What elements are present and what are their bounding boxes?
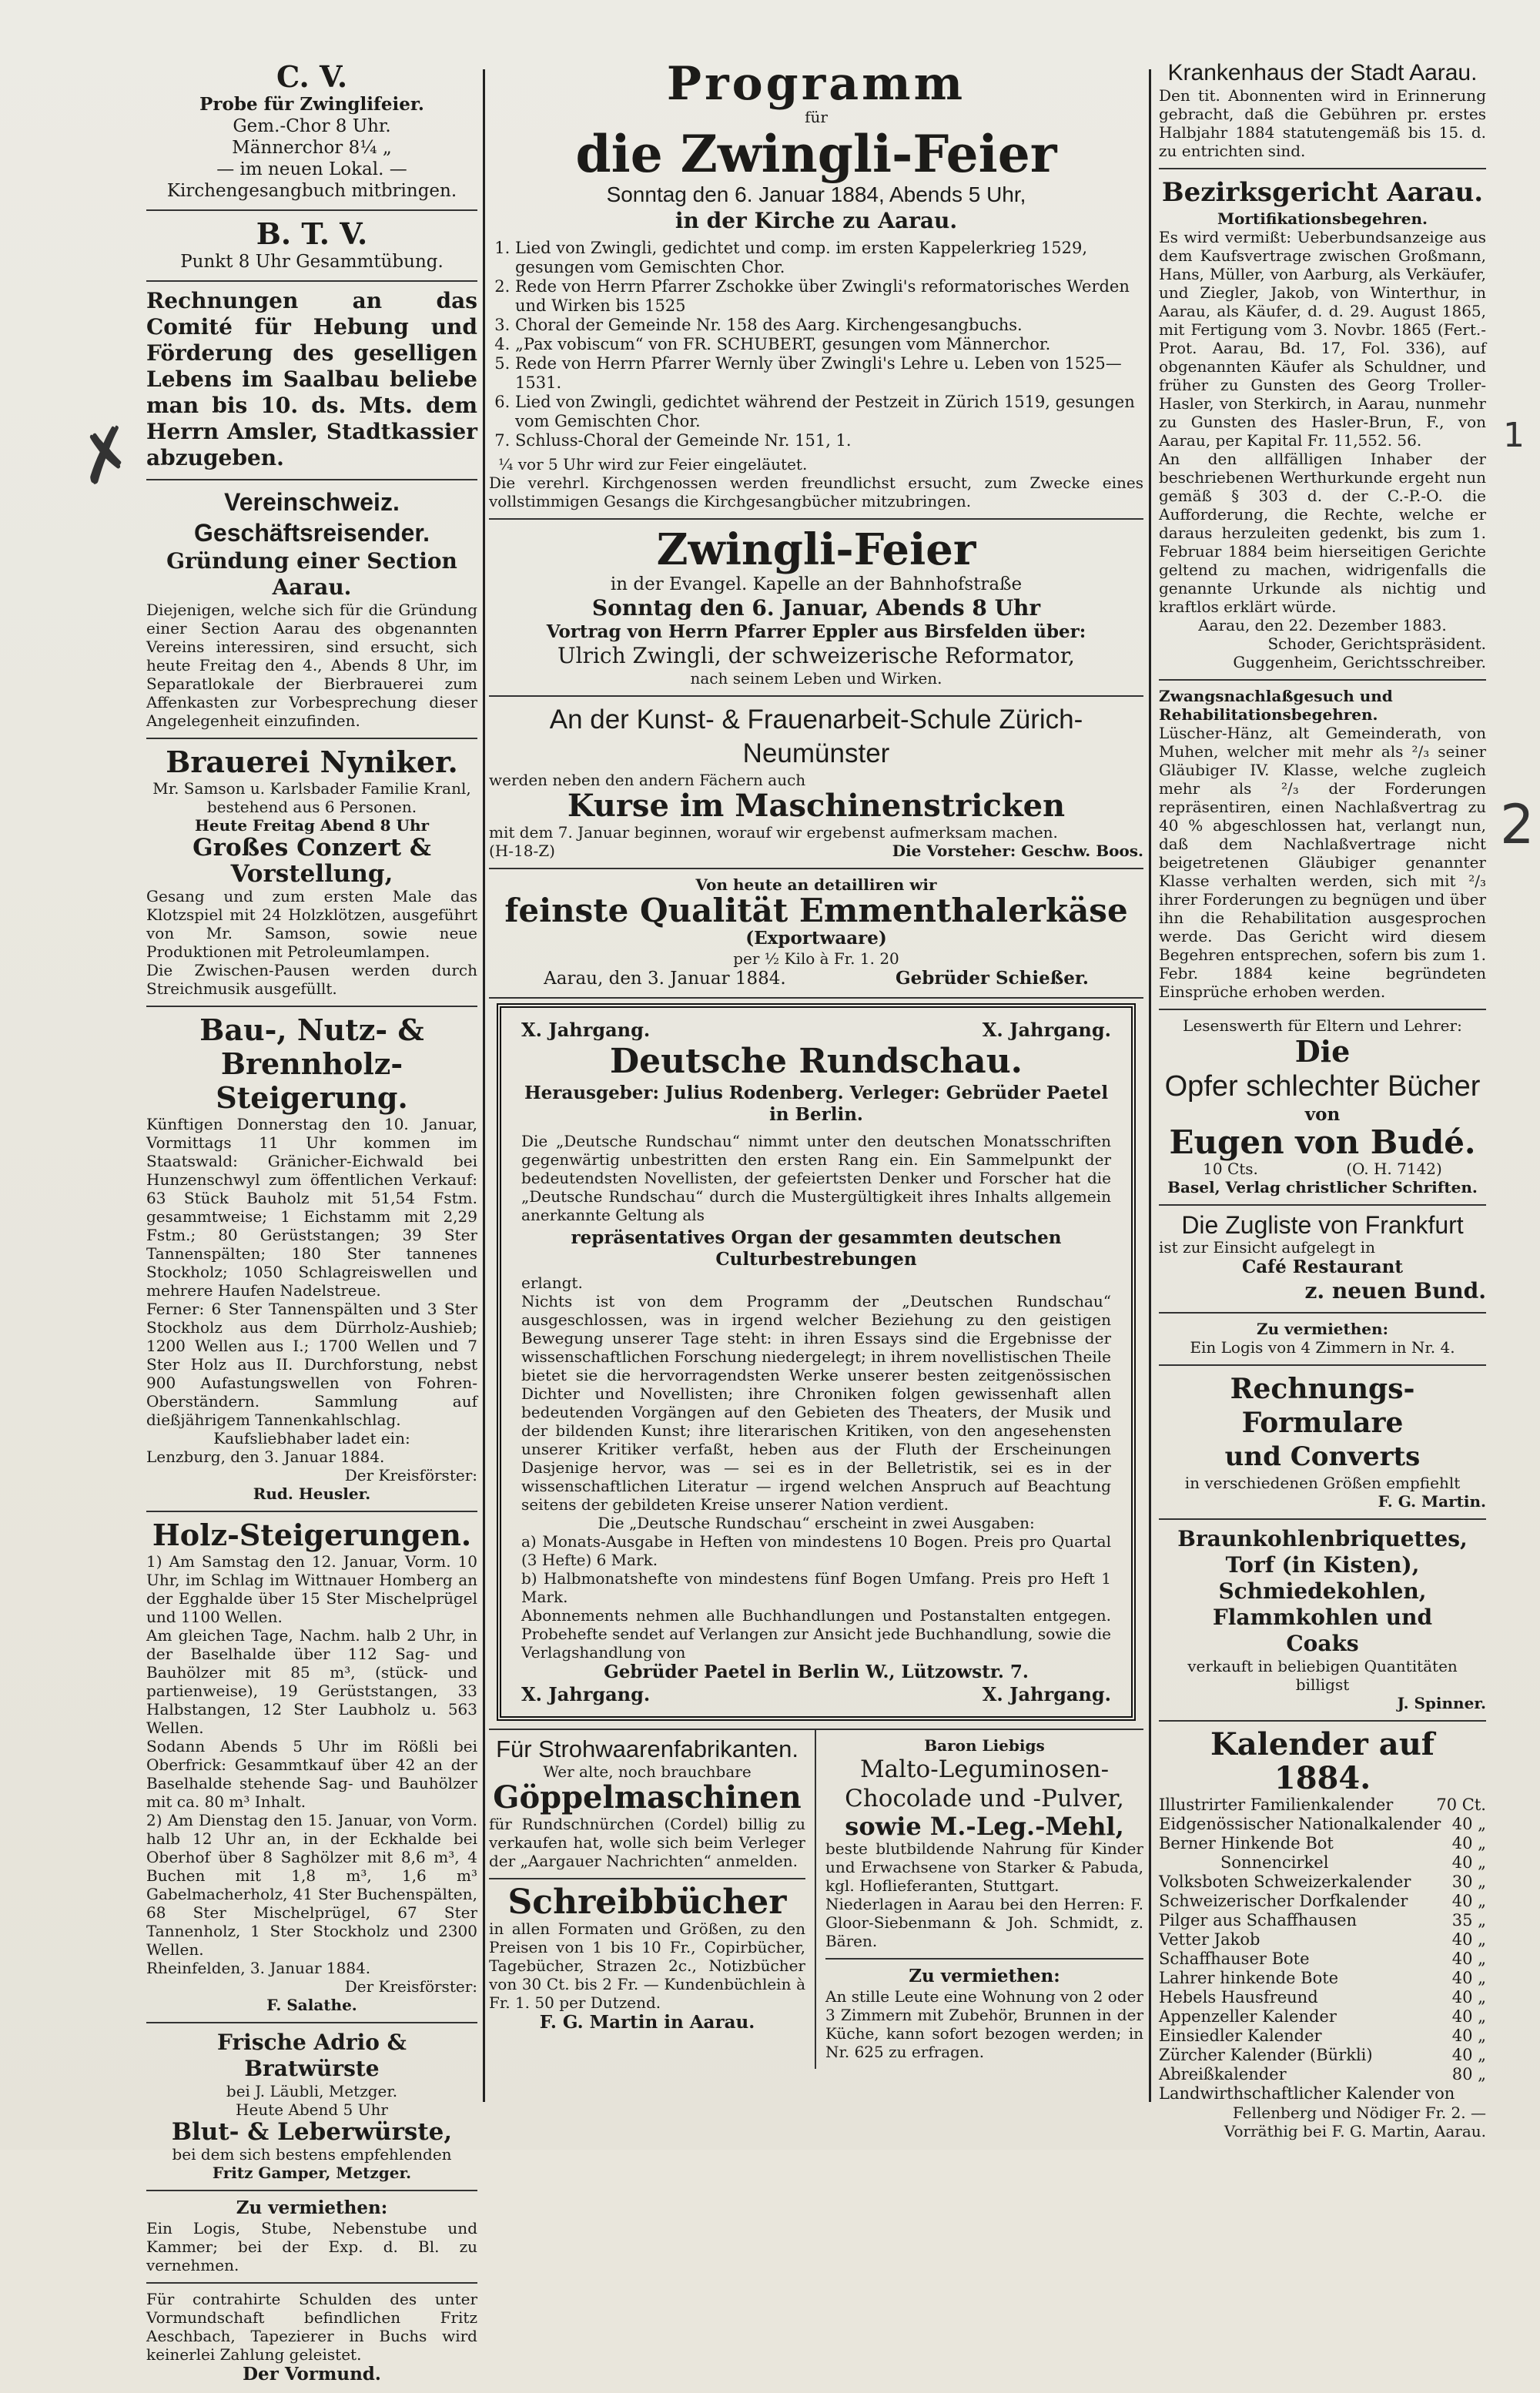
opfer-von: von: [1304, 1104, 1341, 1125]
ad-vermiethen-text: Ein Logis, Stube, Nebenstube und Kammer; bei der Exp. d. Bl. zu vernehmen.: [146, 2219, 477, 2274]
stroh-headline: Göppelmaschinen: [493, 1779, 802, 1816]
schule-sign: Die Vorsteher: Geschw. Boos.: [892, 842, 1143, 860]
kranken-title: Krankenhaus der Stadt Aarau.: [1167, 60, 1478, 85]
stroh-title: Für Strohwaarenfabrikanten.: [496, 1735, 798, 1762]
ad-bauholz-name: Rud. Heusler.: [253, 1484, 371, 1503]
frankfurt-place2: z. neuen Bund.: [1304, 1278, 1486, 1304]
kalender-item: [1159, 1815, 1486, 1834]
liebig-headline: sowie M.-Leg.-Mehl,: [845, 1812, 1124, 1841]
programm-item: 1. Lied von Zwingli, gedichtet und comp. im ersten Kappelerkrieg 1529, gesungen vom Gemischten Chor.: [515, 239, 1143, 277]
kohle-line1: Braunkohlenbriquettes,: [1177, 1526, 1468, 1551]
kalender-item-name: Pilger aus Schaffhausen: [1159, 1911, 1358, 1929]
programm-list: [489, 239, 1143, 450]
rundschau-footer: [521, 1683, 1111, 1705]
kalender-item-price: 40 „: [1451, 2046, 1486, 2064]
rundschau-option-a: a) Monats-Ausgabe in Heften von mindestens 10 Bogen. Preis pro Quartal (3 Hefte) 6 Mark.: [521, 1532, 1111, 1569]
ad-bauholz-text1: Künftigen Donnerstag den 10. Januar, Vormittags 11 Uhr kommen im Staatswald: Gränicher-Eichwald bei Hunzenschwyl zum öffentlichen Verkauf: 63 Stück Bauholz mit 51,54 Fstm. gesammtweise; 1 Eichstamm mit 2,29 Fstm.; 80 Gerüststangen; 39 Ster Tannenspälten; 180 Ster tannenes Stockholz; 1050 Schlagreiswellen und mehrere Haufen Nadelstreue.: [146, 1115, 477, 1300]
rundschau-year-left: X. Jahrgang.: [521, 1019, 651, 1041]
column-middle: [489, 54, 1143, 2069]
programm-item: 6. Lied von Zwingli, gedichtet während der Pestzeit in Zürich 1519, gesungen vom Gemischten Chor.: [515, 393, 1143, 431]
pencil-mark-1: 1: [1503, 416, 1525, 455]
feier-title: Zwingli-Feier: [656, 524, 976, 575]
kalender-item-price: 35 „: [1451, 1911, 1486, 1929]
kalender-item-price: 40 „: [1451, 1988, 1486, 2006]
rundschau-title: Deutsche Rundschau.: [609, 1042, 1023, 1081]
ad-verein-subtitle: Gründung einer Section Aarau.: [166, 548, 457, 600]
schule-footer: [489, 842, 1143, 860]
ad-holz-name: F. Salathe.: [266, 1996, 357, 2014]
ad-cv-line4: — im neuen Lokal. —: [216, 159, 407, 179]
kalender-item-price: 40 „: [1451, 1930, 1486, 1949]
ad-btv: [146, 211, 477, 282]
formulare-headline1: Rechnungs-Formulare: [1230, 1373, 1415, 1439]
kohle-line4: Flammkohlen und: [1212, 1605, 1433, 1630]
ad-gericht: [1159, 169, 1486, 681]
kalender-title: Kalender auf 1884.: [1210, 1726, 1435, 1796]
kalender-item-name: Volksboten Schweizerkalender: [1159, 1873, 1411, 1891]
kalender-item-price: 80 „: [1451, 2065, 1486, 2083]
ad-cv: [146, 54, 477, 211]
ad-vormund-text: Für contrahirte Schulden des unter Vormundschaft befindlichen Fritz Aeschbach, Tapezierer in Buchs wird keinerlei Zahlung geleistet.: [146, 2290, 477, 2364]
rundschau-option-b: b) Halbmonatshefte von mindestens fünf Bogen Umfang. Preis pro Heft 1 Mark.: [521, 1569, 1111, 1606]
frankfurt-title: Die Zugliste von Frankfurt: [1181, 1211, 1464, 1239]
ad-bauholz-role: Der Kreisförster:: [344, 1466, 477, 1484]
kalender-item-price: 40 „: [1451, 1853, 1486, 1872]
kalender-item: [1159, 2046, 1486, 2065]
liebig-line1: Baron Liebigs: [924, 1736, 1045, 1755]
ad-opfer: [1159, 1010, 1486, 1206]
kalender-item-price: 40 „: [1451, 1969, 1486, 1987]
kalender-item: [1159, 1930, 1486, 1950]
kalender-item-price: 40 „: [1451, 2007, 1486, 2026]
rundschau-publisher: Gebrüder Paetel in Berlin W., Lützowstr. 7.: [604, 1662, 1029, 1682]
programm-subtitle: die Zwingli-Feier: [575, 124, 1057, 184]
programm-item: 5. Rede von Herrn Pfarrer Wernly über Zwingli's Lehre u. Leben von 1525—1531.: [515, 354, 1143, 393]
rundschau-year-left-bottom: X. Jahrgang.: [521, 1683, 651, 1705]
stroh-line1: Wer alte, noch brauchbare: [543, 1762, 752, 1781]
kalender-item: [1159, 2084, 1486, 2103]
kalender-list: [1159, 1796, 1486, 2103]
ad-schule: [489, 697, 1143, 869]
kalender-item-price: 40 „: [1451, 1815, 1486, 1833]
kalender-item-name: Einsiedler Kalender: [1159, 2027, 1322, 2045]
rundschau-text2: erlangt.: [521, 1273, 583, 1292]
kaese-price: per ½ Kilo à Fr. 1. 20: [733, 949, 899, 968]
middle-bottom-right: [816, 1730, 1143, 2069]
kalender-item: [1159, 1911, 1486, 1930]
formulare-headline2: und Converts: [1224, 1441, 1421, 1472]
logis-text: Ein Logis von 4 Zimmern in Nr. 4.: [1190, 1338, 1455, 1357]
schule-code: (H-18-Z): [489, 842, 555, 860]
rundschau-text4: Die „Deutsche Rundschau“ erscheint in zwei Ausgaben:: [598, 1514, 1035, 1532]
kalender-item-name: Landwirthschaftlicher Kalender von: [1159, 2084, 1455, 2103]
kalender-item-name: Zürcher Kalender (Bürkli): [1159, 2046, 1373, 2064]
ad-cv-title: C. V.: [276, 59, 348, 94]
zwang-text: Lüscher-Hänz, alt Gemeinderath, von Muhen, welcher mit mehr als ²/₃ seiner Gläubiger IV. Klasse, welche zugleich mehr als ²/₃ der Forderungen repräsentiren, einen Nachlaßvertrag zu 40 % abgeschlossen hat, verlangt nun, daß dem Nachlaßvertrage nicht beigetretenen Gläubiger genannter Klasse verhalten werden, sich mit ²/₃ ihrer Forderungen zu begnügen und über ihn die Rehabilitation ausgesprochen werde. Das Gericht wird diesem Begehren entsprechen, sofern bis zum 1. Febr. 1884 keine begründeten Einsprüche erhoben werden.: [1159, 724, 1486, 1001]
ad-brauerei-title: Brauerei Nyniker.: [166, 745, 458, 779]
ad-bauholz: [146, 1007, 477, 1512]
middle-bottom-left: [489, 1730, 816, 2069]
ad-holz-place: Rheinfelden, 3. Januar 1884.: [146, 1959, 371, 1977]
kalender-item-name: Abreißkalender: [1159, 2065, 1287, 2083]
frankfurt-text: ist zur Einsicht aufgelegt in: [1159, 1238, 1375, 1257]
ad-btv-text: Punkt 8 Uhr Gesammtübung.: [180, 252, 444, 272]
gericht-text2: An den allfälligen Inhaber der beschriebenen Werthurkunde ergeht nun gemäß § 303 d. der C.-P.-O. die Aufforderung, die Rechte, welche er daraus herzuleiten gedenkt, bis zum 1. Februar 1884 beim hierseitigen Gerichte geltend zu machen, widrigenfalls die genannte Urkunde als nichtig und kraftlos erklärt würde.: [1159, 450, 1486, 616]
ad-brauerei-text4: Die Zwischen-Pausen werden durch Streichmusik ausgefüllt.: [146, 961, 477, 998]
ad-wurst-text1: bei J. Läubli, Metzger.: [226, 2082, 398, 2100]
rundschau-text5: Abonnements nehmen alle Buchhandlungen und Postanstalten entgegen. Probehefte sendet auf Verlangen zur Ansicht jede Buchhandlung, sowie die Verlagshandlung von: [521, 1606, 1111, 1662]
kalender-item: [1159, 1969, 1486, 1988]
rundschau-editors: Herausgeber: Julius Rodenberg. Verleger: Gebrüder Paetel in Berlin.: [524, 1083, 1109, 1125]
kaese-footer: [489, 968, 1143, 989]
ad-formulare: [1159, 1366, 1486, 1520]
ad-frankfurt: [1159, 1206, 1486, 1314]
kalender-item: [1159, 1892, 1486, 1911]
ad-wohnung: [825, 1960, 1143, 2069]
kalender-item-price: 30 „: [1451, 1873, 1486, 1891]
formulare-text: in verschiedenen Größen empfiehlt: [1184, 1474, 1461, 1492]
kalender-item-price: 40 „: [1451, 1950, 1486, 1968]
ad-schreib: [489, 1879, 805, 2041]
ad-verein: [146, 480, 477, 739]
wohnung-title: Zu vermiethen:: [909, 1966, 1060, 1986]
column-rule-left: [483, 69, 485, 2102]
column-right: [1159, 54, 1486, 2148]
kalender-item-price: 70 Ct.: [1436, 1796, 1486, 1814]
ad-wurst-headline: Blut- & Leberwürste,: [171, 2118, 453, 2146]
ad-vermiethen: [146, 2191, 477, 2284]
wohnung-text: An stille Leute eine Wohnung von 2 oder 3 Zimmern mit Zubehör, Brunnen in der Küche, kann sofort bezogen werden; in Nr. 625 zu erfragen.: [825, 1987, 1143, 2061]
kalender-item: [1159, 1873, 1486, 1892]
ad-rundschau: [497, 1003, 1136, 1721]
ad-cv-line5: Kirchengesangbuch mitbringen.: [166, 181, 457, 201]
kalender-item-name: Illustrirter Familienkalender: [1159, 1796, 1394, 1814]
rundschau-headline: repräsentatives Organ der gesammten deutschen Culturbestrebungen: [571, 1227, 1062, 1270]
ad-verein-text: Diejenigen, welche sich für die Gründung einer Section Aarau des obgenannten Vereins interessiren, sind ersucht, sich heute Freitag den 4., Abends 8 Uhr, im Separatlokale der Bierbrauerei zum Affenkasten zur Vorbesprechung dieser Angelegenheit einzufinden.: [146, 601, 477, 730]
kalender-item: [1159, 2007, 1486, 2027]
kaese-headline: feinste Qualität Emmenthalerkäse: [504, 892, 1128, 929]
pencil-cross-mark: ✗: [67, 410, 145, 503]
ad-wurst-text2: Heute Abend 5 Uhr: [236, 2100, 388, 2119]
schule-line1: werden neben den andern Fächern auch: [489, 771, 806, 789]
kranken-text: Den tit. Abonnenten wird in Erinnerung gebracht, daß die Gebühren pr. erstes Halbjahr 1884 statutengemäß bis 15. d. zu entrichten sind.: [1159, 86, 1486, 160]
ad-kalender: [1159, 1722, 1486, 2148]
ad-holz: [146, 1512, 477, 2023]
ad-bauholz-title: Bau-, Nutz- & Brennholz-Steigerung.: [199, 1012, 424, 1115]
kalender-item-price: 40 „: [1451, 1834, 1486, 1852]
liebig-text2: Niederlagen in Aarau bei den Herren: F. Gloor-Siebenmann & Joh. Schmidt, z. Bären.: [825, 1895, 1143, 1950]
ad-brauerei-text1: Mr. Samson u. Karlsbader Familie Kranl, bestehend aus 6 Personen.: [152, 779, 471, 816]
kalender-item-name: Eidgenössischer Nationalkalender: [1159, 1815, 1441, 1833]
ad-btv-title: B. T. V.: [256, 216, 368, 251]
feier-line4: Ulrich Zwingli, der schweizerische Reformator,: [557, 643, 1075, 668]
rundschau-text3: Nichts ist von dem Programm der „Deutschen Rundschau“ ausgeschlossen, was in irgend welcher Beziehung zu den geistigen Bewegung unserer Tage steht: in ihren Essays sind die Ergebnisse der wissenschaftlichen Forschung niedergelegt; in ihrem novellistischen Theile bietet sie die hervorragendsten Werke unserer besten zeitgenössischen Dichter und Novellisten; ihre Chroniken folgen gewissenhaft allen bedeutenden Vorgängen auf den Gebieten des Theaters, der Musik und der bildenden Kunst; ihre literarischen Kritiken, von den angesehensten unserer Kritiker verfaßt, heben aus der Fluth der Erscheinungen Dasjenige hervor, was — sei es in der Belletristik, sei es in der wissenschaftlichen Literatur — irgend welchen Anspruch auf Beachtung seitens der gebildeten Kreise unserer Nation verdient.: [521, 1292, 1111, 1514]
kalender-item-price: 40 „: [1451, 2027, 1486, 2045]
ad-vermiethen-title: Zu vermiethen:: [236, 2197, 388, 2218]
kalender-foot1: Fellenberg und Nödiger Fr. 2. —: [1232, 2103, 1486, 2122]
logis-title: Zu vermiethen:: [1257, 1320, 1388, 1338]
programm-date: Sonntag den 6. Januar 1884, Abends 5 Uhr,: [606, 182, 1026, 206]
kalender-item: [1159, 2065, 1486, 2084]
rundschau-year-right: X. Jahrgang.: [982, 1019, 1111, 1041]
kohle-text: verkauft in beliebigen Quantitäten billigst: [1187, 1657, 1458, 1694]
kohle-line3: Schmiedekohlen,: [1218, 1578, 1427, 1604]
ad-kaese: [489, 869, 1143, 999]
ad-programm: [489, 54, 1143, 520]
feier-line3: Vortrag von Herrn Pfarrer Eppler aus Birsfelden über:: [546, 621, 1086, 642]
ad-holz-title: Holz-Steigerungen.: [152, 1518, 472, 1552]
programm-item: 2. Rede von Herrn Pfarrer Zschokke über Zwingli's reformatorisches Werden und Wirken bis 1525: [515, 277, 1143, 316]
ad-vormund: [146, 2284, 477, 2393]
kalender-item-name: Lahrer hinkende Bote: [1159, 1969, 1339, 1987]
kohle-line2: Torf (in Kisten),: [1225, 1552, 1420, 1578]
ad-wurst-text3: bei dem sich bestens empfehlenden: [172, 2145, 452, 2164]
opfer-headline: Opfer schlechter Bücher: [1164, 1070, 1481, 1103]
ad-cv-line2: Gem.-Chor 8 Uhr.: [233, 116, 391, 136]
gericht-sign2: Guggenheim, Gerichtsschreiber.: [1233, 653, 1486, 671]
kalender-item-name: Vetter Jakob: [1159, 1930, 1260, 1949]
formulare-sign: F. G. Martin.: [1378, 1492, 1486, 1511]
ad-wurst-title: Frische Adrio & Bratwürste: [217, 2030, 407, 2081]
kalender-item: [1159, 2027, 1486, 2046]
programm-note1: ¼ vor 5 Uhr wird zur Feier eingeläutet.: [498, 455, 808, 474]
middle-bottom-split: [489, 1729, 1143, 2069]
ad-liebig: [825, 1730, 1143, 1960]
kalender-item-name: Berner Hinkende Bot: [1159, 1834, 1334, 1852]
ad-rechnungen-text: Rechnungen an das Comité für Hebung und Förderung des geselligen Lebens im Saalbau beliebe man bis 10. ds. Mts. dem Herrn Amsler, Stadtkassier abzugeben.: [146, 288, 477, 470]
gericht-sign1: Schoder, Gerichtspräsident.: [1267, 634, 1486, 653]
ad-brauerei-text2: Heute Freitag Abend 8 Uhr: [194, 816, 430, 835]
opfer-price: 10 Cts.: [1203, 1160, 1258, 1178]
programm-note2: Die verehrl. Kirchgenossen werden freundlichst ersucht, zum Zwecke eines vollstimmigen Gesangs die Kirchgesangbücher mitzubringen.: [489, 474, 1143, 510]
opfer-line1: Lesenswerth für Eltern und Lehrer:: [1183, 1016, 1462, 1035]
ad-vormund-sign: Der Vormund.: [243, 2364, 381, 2385]
ad-logis: [1159, 1314, 1486, 1366]
kalender-item-price: 40 „: [1451, 1892, 1486, 1910]
zwang-title: Zwangsnachlaßgesuch und Rehabilitationsbegehren.: [1159, 687, 1393, 724]
kalender-item: [1159, 1834, 1486, 1853]
ad-cv-line1: Probe für Zwinglifeier.: [199, 94, 424, 115]
schreib-headline: Schreibbücher: [507, 1883, 787, 1922]
kohle-line5: Coaks: [1286, 1631, 1359, 1656]
programm-item: 7. Schluss-Choral der Gemeinde Nr. 151, 1.: [515, 431, 1143, 450]
ad-stroh: [489, 1730, 805, 1879]
ad-brauerei-headline: Großes Conzert & Vorstellung,: [192, 834, 431, 888]
rundschau-year-right-bottom: X. Jahrgang.: [982, 1683, 1111, 1705]
kalender-item-name: Schaffhauser Bote: [1159, 1950, 1310, 1968]
ad-holz-text4: 2) Am Dienstag den 15. Januar, von Vorm. halb 12 Uhr an, in der Eckhalde bei Oberhof über 8 Saghölzer mit 8,6 m³, 4 Buchen mit 1,8 m³, 1,6 m³ Gabelmacherholz, 41 Ster Buchenspälten, 68 Ster Mischelprügel, 67 Ster Tannenholz, 1 Ster Stockholz und 2300 Wellen.: [146, 1811, 477, 1959]
opfer-die: Die: [1294, 1034, 1351, 1069]
opfer-author: Eugen von Budé.: [1169, 1123, 1476, 1161]
liebig-text: beste blutbildende Nahrung für Kinder und Erwachsene von Starker & Pabuda, kgl. Hoflieferanten, Stuttgart.: [825, 1839, 1143, 1895]
programm-item: 4. „Pax vobiscum“ von FR. SCHUBERT, gesungen vom Männerchor.: [515, 335, 1143, 354]
ad-bauholz-place: Lenzburg, den 3. Januar 1884.: [146, 1448, 385, 1466]
gericht-sub: Mortifikationsbegehren.: [1217, 209, 1428, 228]
programm-title: Programm: [666, 57, 966, 111]
feier-line1: in der Evangel. Kapelle an der Bahnhofstraße: [610, 574, 1023, 594]
pencil-mark-2: 2: [1500, 793, 1535, 856]
ad-rechnungen: [146, 282, 477, 480]
ad-bauholz-text2: Ferner: 6 Ster Tannenspälten und 3 Ster Stockholz aus dem Dürrholz-Aushieb; 1200 Wellen aus I.; 1700 Wellen und 7 Ster Holz aus II. Durchforstung, nebst 900 Aufastungswellen von Fohren-Oberständern. Sammlung auf dießjährigem Tannenkahlschlag.: [146, 1300, 477, 1429]
schule-headline: Kurse im Maschinenstricken: [567, 788, 1066, 824]
kaese-sign: Gebrüder Schießer.: [895, 968, 1089, 989]
gericht-title: Bezirksgericht Aarau.: [1161, 177, 1484, 208]
ad-bauholz-text3: Kaufsliebhaber ladet ein:: [213, 1429, 410, 1448]
schule-line2: mit dem 7. Januar beginnen, worauf wir ergebenst aufmerksam machen.: [489, 823, 1058, 842]
ad-holz-text1: 1) Am Samstag den 12. Januar, Vorm. 10 Uhr, im Schlag im Wittnauer Homberg an der Egghalde über 15 Ster Mischelprügel und 1100 Wellen.: [146, 1552, 477, 1626]
column-left: [146, 54, 477, 2393]
ad-brauerei: [146, 739, 477, 1007]
ad-holz-text2: Am gleichen Tage, Nachm. halb 2 Uhr, in der Baselhalde über 112 Sag- und Bauhölzer mit 85 m³, (stück- und partienweise), 19 Gerüststangen, 33 Halbstangen, 12 Ster Laubholz u. 563 Wellen.: [146, 1626, 477, 1737]
column-rule-right: [1149, 69, 1151, 2102]
ad-brauerei-text3: Gesang und zum ersten Male das Klotzspiel mit 24 Holzklötzen, ausgeführt von Mr. Samson, sowie neue Produktionen mit Petroleumlampen.: [146, 887, 477, 961]
rundschau-header: [521, 1019, 1111, 1041]
opfer-code: (O. H. 7142): [1346, 1160, 1442, 1178]
schule-title: An der Kunst- & Frauenarbeit-Schule Zürich-Neumünster: [549, 705, 1083, 768]
schreib-text: in allen Formaten und Größen, zu den Preisen von 1 bis 10 Fr., Copirbücher, Tagebücher, Strazen 2c., Notizbücher von 30 Ct. bis 2 Fr. — Kundenbüchlein à Fr. 1. 50 per Dutzend.: [489, 1919, 805, 2012]
ad-zwang: [1159, 681, 1486, 1010]
programm-item: 3. Choral der Gemeinde Nr. 158 des Aarg. Kirchengesangbuchs.: [515, 316, 1143, 335]
kalender-item: [1159, 1988, 1486, 2007]
kalender-foot2: Vorräthig bei F. G. Martin, Aarau.: [1224, 2122, 1486, 2140]
kaese-sub: (Exportwaare): [745, 928, 887, 949]
programm-fuer: für: [805, 108, 828, 126]
feier-line5: nach seinem Leben und Wirken.: [690, 669, 942, 688]
ad-holz-text3: Sodann Abends 5 Uhr im Rößli bei Oberfrick: Gesammtkauf über 42 an der Baselhalde stehende Sag- und Bauhölzer mit ca. 80 m³ Inhalt.: [146, 1737, 477, 1811]
rundschau-text1: Die „Deutsche Rundschau“ nimmt unter den deutschen Monatsschriften gegenwärtig unbestritten den ersten Rang ein. Ein Sammelpunkt der bedeutendsten Novellisten, der gefeiertsten Denker und Forscher hat die „Deutsche Rundschau“ durch die Mustergültigkeit ihres Inhalts allgemein anerkannte Geltung als: [521, 1132, 1111, 1224]
ad-wurst: [146, 2023, 477, 2191]
kaese-line1: Von heute an detailliren wir: [695, 875, 937, 894]
ad-feier: [489, 520, 1143, 697]
gericht-text1: Es wird vermißt: Ueberbundsanzeige aus dem Kaufsvertrage zwischen Großmann, Hans, Müller, von Aarburg, als Verkäufer, und Ziegler, Jakob, von Winterthur, in Aarau, als Käufer, d. d. 29. August 1865, mit Fertigung vom 3. Novbr. 1865 (Fert.-Prot. Aarau, Bd. 17, Fol. 336), auf obgenannten Käufer als Schuldner, und früher zu Gunsten des Georg Troller-Hasler, von Sterkirch, in Aarau, nunmehr zu Gunsten des Hasler-Brun, F., von Aarau, per Kapital Fr. 11,552. 56.: [1159, 228, 1486, 450]
kalender-item-name: Hebels Hausfreund: [1159, 1988, 1318, 2006]
programm-place: in der Kirche zu Aarau.: [675, 208, 958, 233]
ad-verein-title: Vereinschweiz. Geschäftsreisender.: [194, 488, 430, 547]
kaese-place: Aarau, den 3. Januar 1884.: [544, 969, 786, 989]
ad-cv-line3: Männerchor 8¼ „: [232, 138, 392, 158]
stroh-text: für Rundschnürchen (Cordel) billig zu verkaufen hat, wolle sich beim Verleger der „Aargauer Nachrichten“ anmelden.: [489, 1815, 805, 1870]
ad-wurst-name: Fritz Gamper, Metzger.: [212, 2164, 412, 2182]
kohle-sign: J. Spinner.: [1397, 1694, 1486, 1712]
schreib-sign: F. G. Martin in Aarau.: [539, 2012, 755, 2033]
liebig-title: Malto-Leguminosen-Chocolade und -Pulver,: [845, 1755, 1124, 1812]
opfer-price-row: [1159, 1160, 1486, 1178]
kalender-item-name: Sonnencirkel: [1220, 1853, 1329, 1872]
opfer-publisher: Basel, Verlag christlicher Schriften.: [1167, 1178, 1478, 1196]
frankfurt-place1: Café Restaurant: [1241, 1257, 1404, 1277]
gericht-place: Aarau, den 22. Dezember 1883.: [1198, 616, 1447, 634]
ad-holz-role: Der Kreisförster:: [344, 1977, 477, 1996]
kalender-item: [1159, 1853, 1486, 1873]
ad-kohle: [1159, 1520, 1486, 1722]
kalender-item: [1159, 1796, 1486, 1815]
kalender-item: [1159, 1950, 1486, 1969]
kalender-item-name: Appenzeller Kalender: [1159, 2007, 1337, 2026]
kalender-item-name: Schweizerischer Dorfkalender: [1159, 1892, 1408, 1910]
feier-line2: Sonntag den 6. Januar, Abends 8 Uhr: [591, 595, 1041, 621]
ad-kranken: [1159, 54, 1486, 169]
